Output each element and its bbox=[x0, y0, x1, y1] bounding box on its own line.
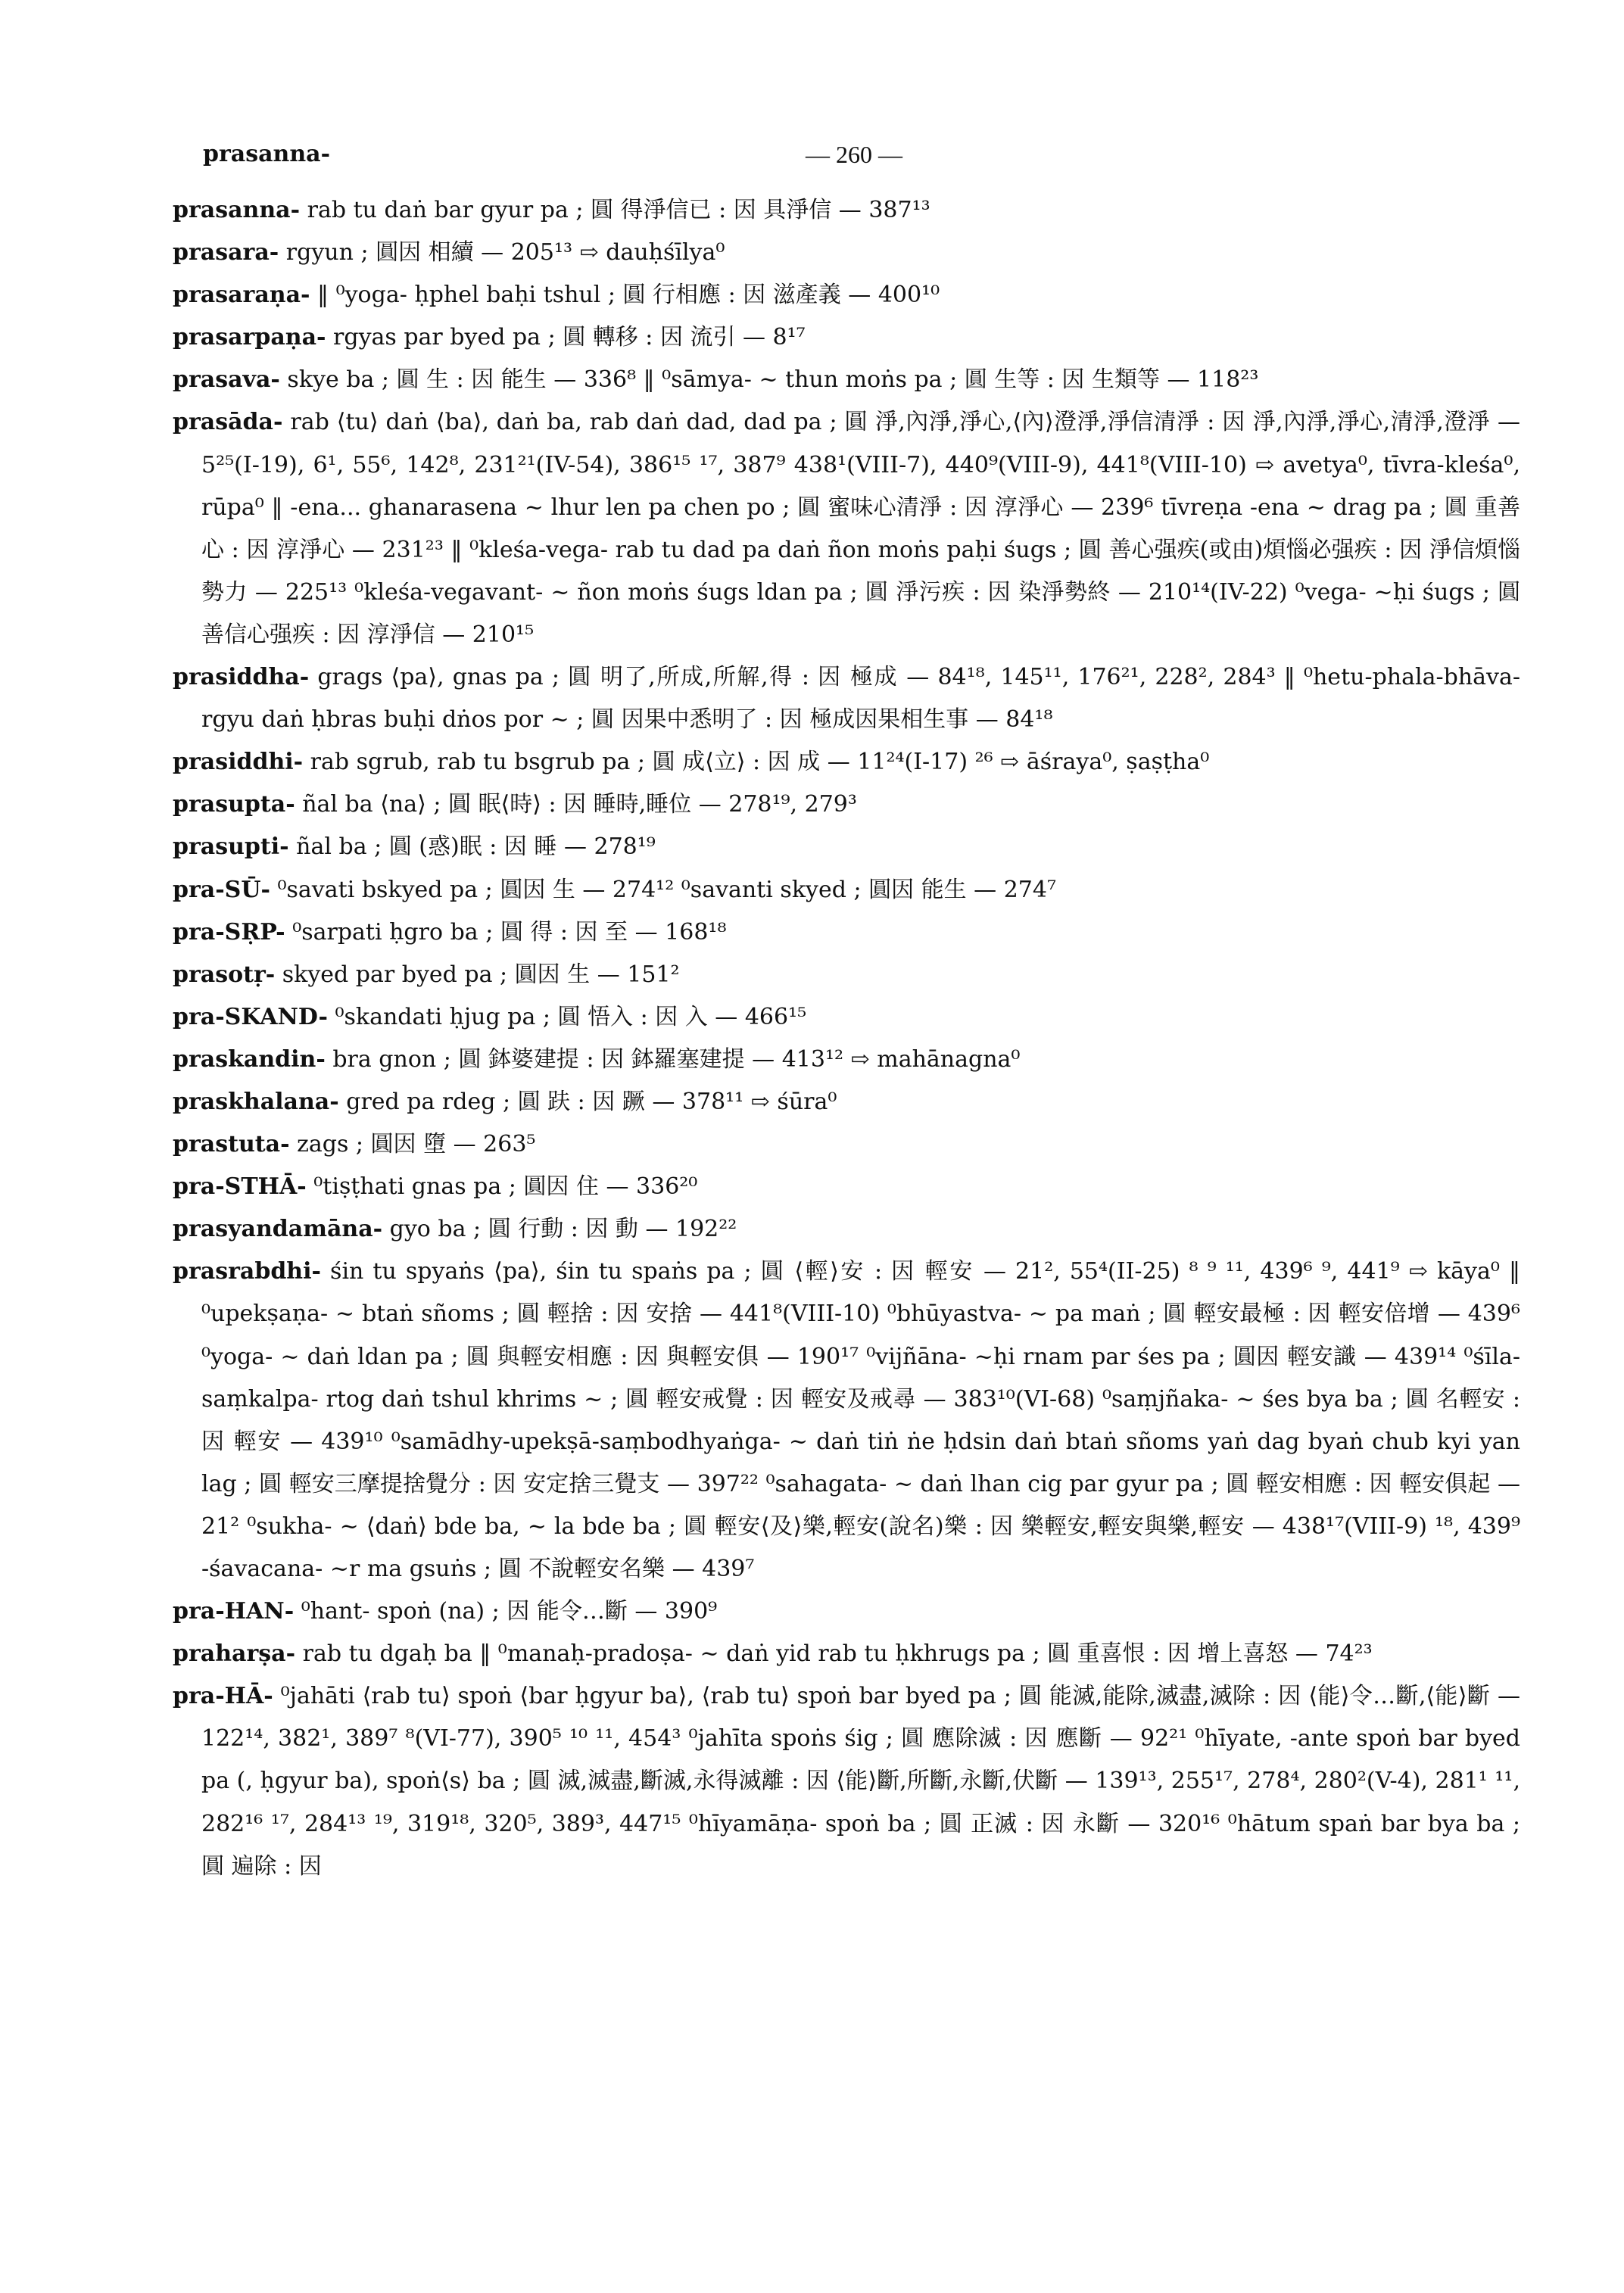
entry-headword: pra-SṚP- bbox=[173, 918, 285, 946]
entry-headword: prasarpaṇa- bbox=[173, 324, 326, 351]
entry-list bbox=[173, 189, 1520, 1888]
entry-body: gyo ba ; 圓 行動 : 因 動 — 192²² bbox=[389, 1216, 737, 1243]
dictionary-entry bbox=[173, 274, 1520, 316]
dictionary-entry bbox=[173, 1081, 1520, 1123]
entry-headword: prasrabdhi- bbox=[173, 1258, 321, 1285]
entry-body: rab tu dgaḥ ba ‖ ⁰manaḥ-pradoṣa- ~ daṅ yid rab tu ḥkhrugs pa ; 圓 重喜恨 : 因 增上喜怒 — 74²³ bbox=[302, 1640, 1373, 1668]
dictionary-entry bbox=[173, 189, 1520, 232]
entry-body: śin tu spyaṅs ⟨pa⟩, śin tu spaṅs pa ; 圓 ⟨輕⟩安 : 因 輕安 — 21², 55⁴(II-25) ⁸ ⁹ ¹¹, 439⁶ ⁹, 441⁹ ⇨ kāya⁰ ‖ ⁰upekṣaṇa- ~ btaṅ sñoms ; 圓 輕捨 : 因 安捨 — 441⁸(VIII-10) ⁰bhūyastva- ~ pa maṅ ; 圓 輕安最極 : 因 輕安倍增 — 439⁶ ⁰yoga- ~ daṅ ldan pa ; 圓 與輕安相應 : 因 與輕安俱 — 190¹⁷ ⁰vijñāna- ~ḥi rnam par śes pa ; 圓因 輕安識 — 439¹⁴ ⁰śīla-saṃkalpa- rtog daṅ tshul khrims ~ ; 圓 輕安戒覺 : 因 輕安及戒尋 — 383¹⁰(VI-68) ⁰saṃjñaka- ~ śes bya ba ; 圓 名輕安 : 因 輕安 — 439¹⁰ ⁰samādhy-upekṣā-saṃbodhyaṅga- ~ daṅ tiṅ ṅe ḥdsin daṅ btaṅ sñoms yaṅ dag byaṅ chub kyi yan lag ; 圓 輕安三摩提捨覺分 : 因 安定捨三覺支 — 397²² ⁰sahagata- ~ daṅ lhan cig par gyur pa ; 圓 輕安相應 : 因 輕安俱起 — 21² ⁰sukha- ~ ⟨daṅ⟩ bde ba, ~ la bde ba ; 圓 輕安⟨及⟩樂,輕安(說名)樂 : 因 樂輕安,輕安與樂,輕安 — 438¹⁷(VIII-9) ¹⁸, 439⁹ -śavacana- ~r ma gsuṅs ; 圓 不說輕安名樂 — 439⁷ bbox=[201, 1258, 1520, 1582]
dictionary-entry bbox=[173, 359, 1520, 401]
running-head: prasanna- bbox=[203, 141, 331, 167]
entry-headword: pra-SKAND- bbox=[173, 1003, 328, 1030]
entry-headword: prasava- bbox=[173, 366, 280, 394]
entry-headword: pra-STHĀ- bbox=[173, 1173, 307, 1201]
entry-headword: prasupti- bbox=[173, 833, 289, 861]
dictionary-entry bbox=[173, 232, 1520, 274]
entry-body: skye ba ; 圓 生 : 因 能生 — 336⁸ ‖ ⁰sāmya- ~ thun moṅs pa ; 圓 生等 : 因 生類等 — 118²³ bbox=[287, 366, 1259, 394]
entry-headword: prasotṛ- bbox=[173, 961, 276, 988]
dictionary-entry bbox=[173, 1675, 1520, 1887]
dictionary-entry bbox=[173, 911, 1520, 954]
entry-headword: praskhalana- bbox=[173, 1088, 339, 1115]
entry-body: ⁰jahāti ⟨rab tu⟩ spoṅ ⟨bar ḥgyur ba⟩, ⟨rab tu⟩ spoṅ bar byed pa ; 圓 能滅,能除,滅盡,滅除 : 因 ⟨能⟩令…斷,⟨能⟩斷 — 122¹⁴, 382¹, 389⁷ ⁸(VI-77), 390⁵ ¹⁰ ¹¹, 454³ ⁰jahīta spoṅs śig ; 圓 應除滅 : 因 應斷 — 92²¹ ⁰hīyate, -ante spoṅ bar byed pa (, ḥgyur ba), spoṅ⟨s⟩ ba ; 圓 滅,滅盡,斷滅,永得滅離 : 因 ⟨能⟩斷,所斷,永斷,伏斷 — 139¹³, 255¹⁷, 278⁴, 280²(V-4), 281¹ ¹¹, 282¹⁶ ¹⁷, 284¹³ ¹⁹, 319¹⁸, 320⁵, 389³, 447¹⁵ ⁰hīyamāṇa- spoṅ ba ; 圓 正滅 : 因 永斷 — 320¹⁶ ⁰hātum spaṅ bar bya ba ; 圓 遍除 : 因 bbox=[201, 1683, 1521, 1880]
entry-body: rgyun ; 圓因 相續 — 205¹³ ⇨ dauḥśīlya⁰ bbox=[285, 239, 725, 266]
entry-body: gred pa rdeg ; 圓 趺 : 因 蹶 — 378¹¹ ⇨ śūra⁰ bbox=[346, 1088, 837, 1115]
entry-headword: praharṣa- bbox=[173, 1640, 296, 1668]
dictionary-entry bbox=[173, 741, 1520, 784]
dictionary-entry bbox=[173, 1633, 1520, 1675]
dictionary-entry bbox=[173, 1123, 1520, 1166]
entry-body: ⁰tiṣṭhati gnas pa ; 圓因 住 — 336²⁰ bbox=[313, 1173, 698, 1201]
entry-body: grags ⟨pa⟩, gnas pa ; 圓 明了,所成,所解,得 : 因 極成 — 84¹⁸, 145¹¹, 176²¹, 228², 284³ ‖ ⁰hetu-phala-bhāva- rgyu daṅ ḥbras buḥi dṅos por ~ ; 圓 因果中悉明了 : 因 極成因果相生事 — 84¹⁸ bbox=[201, 664, 1520, 734]
dictionary-entry bbox=[173, 996, 1520, 1039]
entry-headword: prasanna- bbox=[173, 197, 301, 223]
entry-headword: prastuta- bbox=[173, 1131, 290, 1158]
entry-body: zags ; 圓因 墮 — 263⁵ bbox=[297, 1131, 536, 1158]
entry-body: ñal ba ; 圓 (惑)眠 : 因 睡 — 278¹⁹ bbox=[296, 833, 656, 861]
page-number: — 260 — bbox=[806, 141, 902, 168]
dictionary-entry bbox=[173, 401, 1520, 656]
entry-body: ⁰savati bskyed pa ; 圓因 生 — 274¹² ⁰savanti skyed ; 圓因 能生 — 274⁷ bbox=[277, 876, 1056, 903]
dictionary-entry bbox=[173, 1208, 1520, 1251]
entry-headword: prasiddha- bbox=[173, 664, 310, 691]
dictionary-entry bbox=[173, 316, 1520, 359]
entry-headword: praskandin- bbox=[173, 1045, 326, 1073]
entry-headword: prasyandamāna- bbox=[173, 1216, 383, 1243]
entry-headword: prasāda- bbox=[173, 409, 283, 436]
dictionary-entry bbox=[173, 1590, 1520, 1633]
entry-body: ⁰skandati ḥjug pa ; 圓 悟入 : 因 入 — 466¹⁵ bbox=[335, 1003, 807, 1030]
dictionary-entry bbox=[173, 1039, 1520, 1081]
dictionary-entry bbox=[173, 826, 1520, 868]
entry-headword: prasupta- bbox=[173, 791, 295, 818]
dictionary-entry bbox=[173, 1251, 1520, 1590]
entry-headword: prasaraṇa- bbox=[173, 282, 310, 309]
entry-body: rab ⟨tu⟩ daṅ ⟨ba⟩, daṅ ba, rab daṅ dad, dad pa ; 圓 淨,內淨,淨心,⟨內⟩澄淨,淨信清淨 : 因 淨,內淨,淨心,清淨,澄淨 — 5²⁵(I-19), 6¹, 55⁶, 142⁸, 231²¹(IV-54), 386¹⁵ ¹⁷, 387⁹ 438¹(VIII-7), 440⁹(VIII-9), 441⁸(VIII-10) ⇨ avetya⁰, tīvra-kleśa⁰, rūpa⁰ ‖ -ena... ghanarasena ~ lhur len pa chen po ; 圓 蜜味心清淨 : 因 淳淨心 — 239⁶ tīvreṇa -ena ~ drag pa ; 圓 重善心 : 因 淳淨心 — 231²³ ‖ ⁰kleśa-vega- rab tu dad pa daṅ ñon moṅs paḥi śugs ; 圓 善心强疾(或由)煩惱必强疾 : 因 淨信煩惱勢力 — 225¹³ ⁰kleśa-vegavant- ~ ñon moṅs śugs ldan pa ; 圓 淨污疾 : 因 染淨勢終 — 210¹⁴(IV-22) ⁰vega- ~ḥi śugs ; 圓 善信心强疾 : 因 淳淨信 — 210¹⁵ bbox=[201, 409, 1520, 648]
entry-body: skyed par byed pa ; 圓因 生 — 151² bbox=[282, 961, 680, 988]
entry-headword: pra-HAN- bbox=[173, 1598, 295, 1625]
entry-headword: prasara- bbox=[173, 239, 279, 266]
entry-body: ⁰hant- spoṅ (na) ; 因 能令…斷 — 390⁹ bbox=[301, 1598, 718, 1625]
entry-body: ñal ba ⟨na⟩ ; 圓 眠⟨時⟩ : 因 睡時,睡位 — 278¹⁹, 279³ bbox=[302, 791, 857, 818]
dictionary-entry bbox=[173, 954, 1520, 996]
entry-body: bra gnon ; 圓 鉢婆建提 : 因 鉢羅塞建提 — 413¹² ⇨ mahānagna⁰ bbox=[332, 1045, 1021, 1073]
dictionary-entry bbox=[173, 869, 1520, 911]
entry-body: ⁰sarpati ḥgro ba ; 圓 得 : 因 至 — 168¹⁸ bbox=[292, 918, 727, 946]
entry-body: rgyas par byed pa ; 圓 轉移 : 因 流引 — 8¹⁷ bbox=[333, 324, 806, 351]
entry-headword: pra-HĀ- bbox=[173, 1683, 273, 1710]
entry-headword: pra-SŪ- bbox=[173, 876, 270, 903]
dictionary-entry bbox=[173, 784, 1520, 826]
dictionary-entry bbox=[173, 656, 1520, 741]
entry-body: rab sgrub, rab tu bsgrub pa ; 圓 成⟨立⟩ : 因 成 — 11²⁴(I-17) ²⁶ ⇨ āśraya⁰, ṣaṣṭha⁰ bbox=[310, 749, 1210, 776]
entry-body: ‖ ⁰yoga- ḥphel baḥi tshul ; 圓 行相應 : 因 滋產義 — 400¹⁰ bbox=[317, 282, 940, 309]
entry-body: rab tu daṅ bar gyur pa ; 圓 得淨信已 : 因 具淨信 — 387¹³ bbox=[307, 197, 930, 223]
entry-headword: prasiddhi- bbox=[173, 749, 304, 776]
dictionary-entry bbox=[173, 1166, 1520, 1208]
page-header bbox=[203, 141, 1421, 174]
